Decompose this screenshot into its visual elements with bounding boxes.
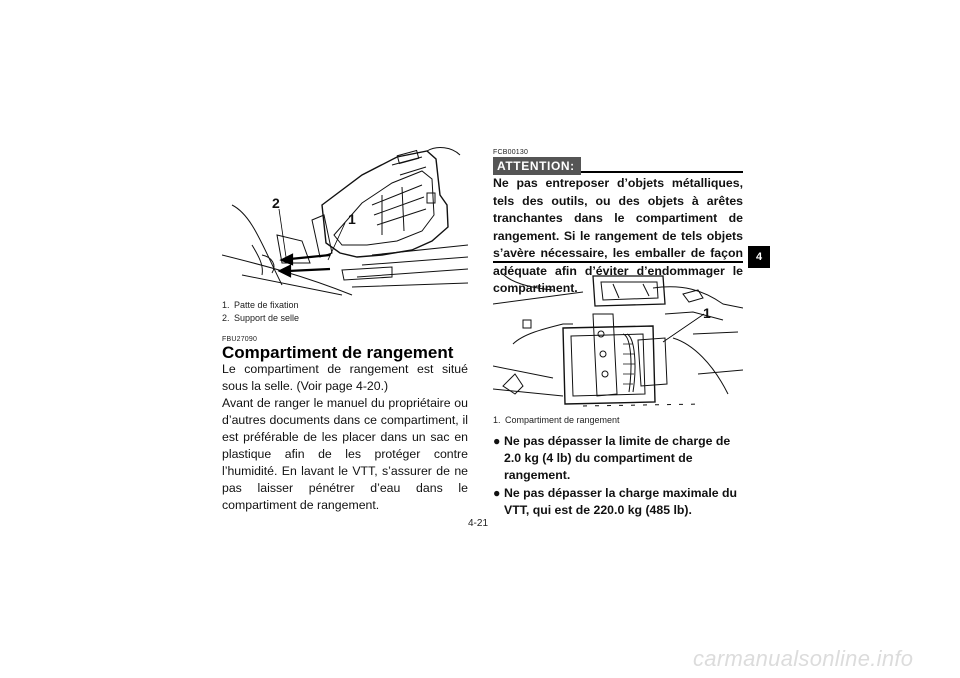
caption-item: 1. Patte de fixation — [222, 300, 299, 310]
figure-captions — [493, 414, 743, 427]
bullet-icon: ● — [493, 434, 501, 448]
callout-2: 2 — [272, 195, 280, 211]
warning-label: ATTENTION: — [493, 157, 581, 175]
section-body — [222, 361, 468, 514]
section-heading: Compartiment de rangement — [222, 343, 454, 362]
seat-bracket-illustration — [222, 145, 468, 297]
callout-1: 1 — [703, 305, 711, 321]
body-paragraph-2: Avant de ranger le manuel du propriétaire ou d’autres documents dans ce compartiment, il est préférable de les placer dans un sac en plastique afin de les protéger contre l’humidité. En lavant le VTT, s’assurer de ne pas laisser pénétrer d’eau dans le compartiment de rangement. — [222, 396, 468, 512]
bullet-list — [493, 433, 745, 520]
footer-watermark: carmanualsonline.info — [693, 646, 914, 671]
storage-compartment-figure — [493, 274, 743, 408]
caption-item: 1. Compartiment de rangement — [493, 415, 620, 425]
section-code: FBU27090 — [222, 336, 258, 343]
caption-item: 2. Support de selle — [222, 313, 300, 323]
list-item: ● Ne pas dépasser la charge maximale du VTT, qui est de 220.0 kg (485 lb). — [493, 486, 738, 517]
warning-code: FCB00130 — [493, 149, 529, 156]
figure-captions — [222, 299, 468, 325]
storage-compartment-illustration — [493, 274, 743, 408]
warning-bottom-rule — [493, 261, 743, 263]
body-paragraph-1: Le compartiment de rangement est situé sous la selle. (Voir page 4-20.) — [222, 362, 468, 393]
list-item: ● Ne pas dépasser la limite de charge de 2.0 kg (4 lb) du compartiment de rangement. — [493, 434, 731, 482]
chapter-tab: 4 — [748, 246, 770, 268]
seat-bracket-figure — [222, 145, 468, 297]
warning-divider — [581, 171, 743, 173]
bullet-icon: ● — [493, 486, 501, 500]
page-number: 4-21 — [468, 518, 489, 529]
warning-header — [493, 157, 743, 175]
callout-1: 1 — [348, 211, 356, 227]
warning-text: Ne pas entreposer d’objets métalliques, tels des outils, ou des objets à arêtes tranchantes dans le compartiment de rangement. Si le rangement de tels objets s’avère nécessaire, les emballer de façon adéquate afin d’éviter d’endommager le compartiment. — [493, 176, 743, 295]
